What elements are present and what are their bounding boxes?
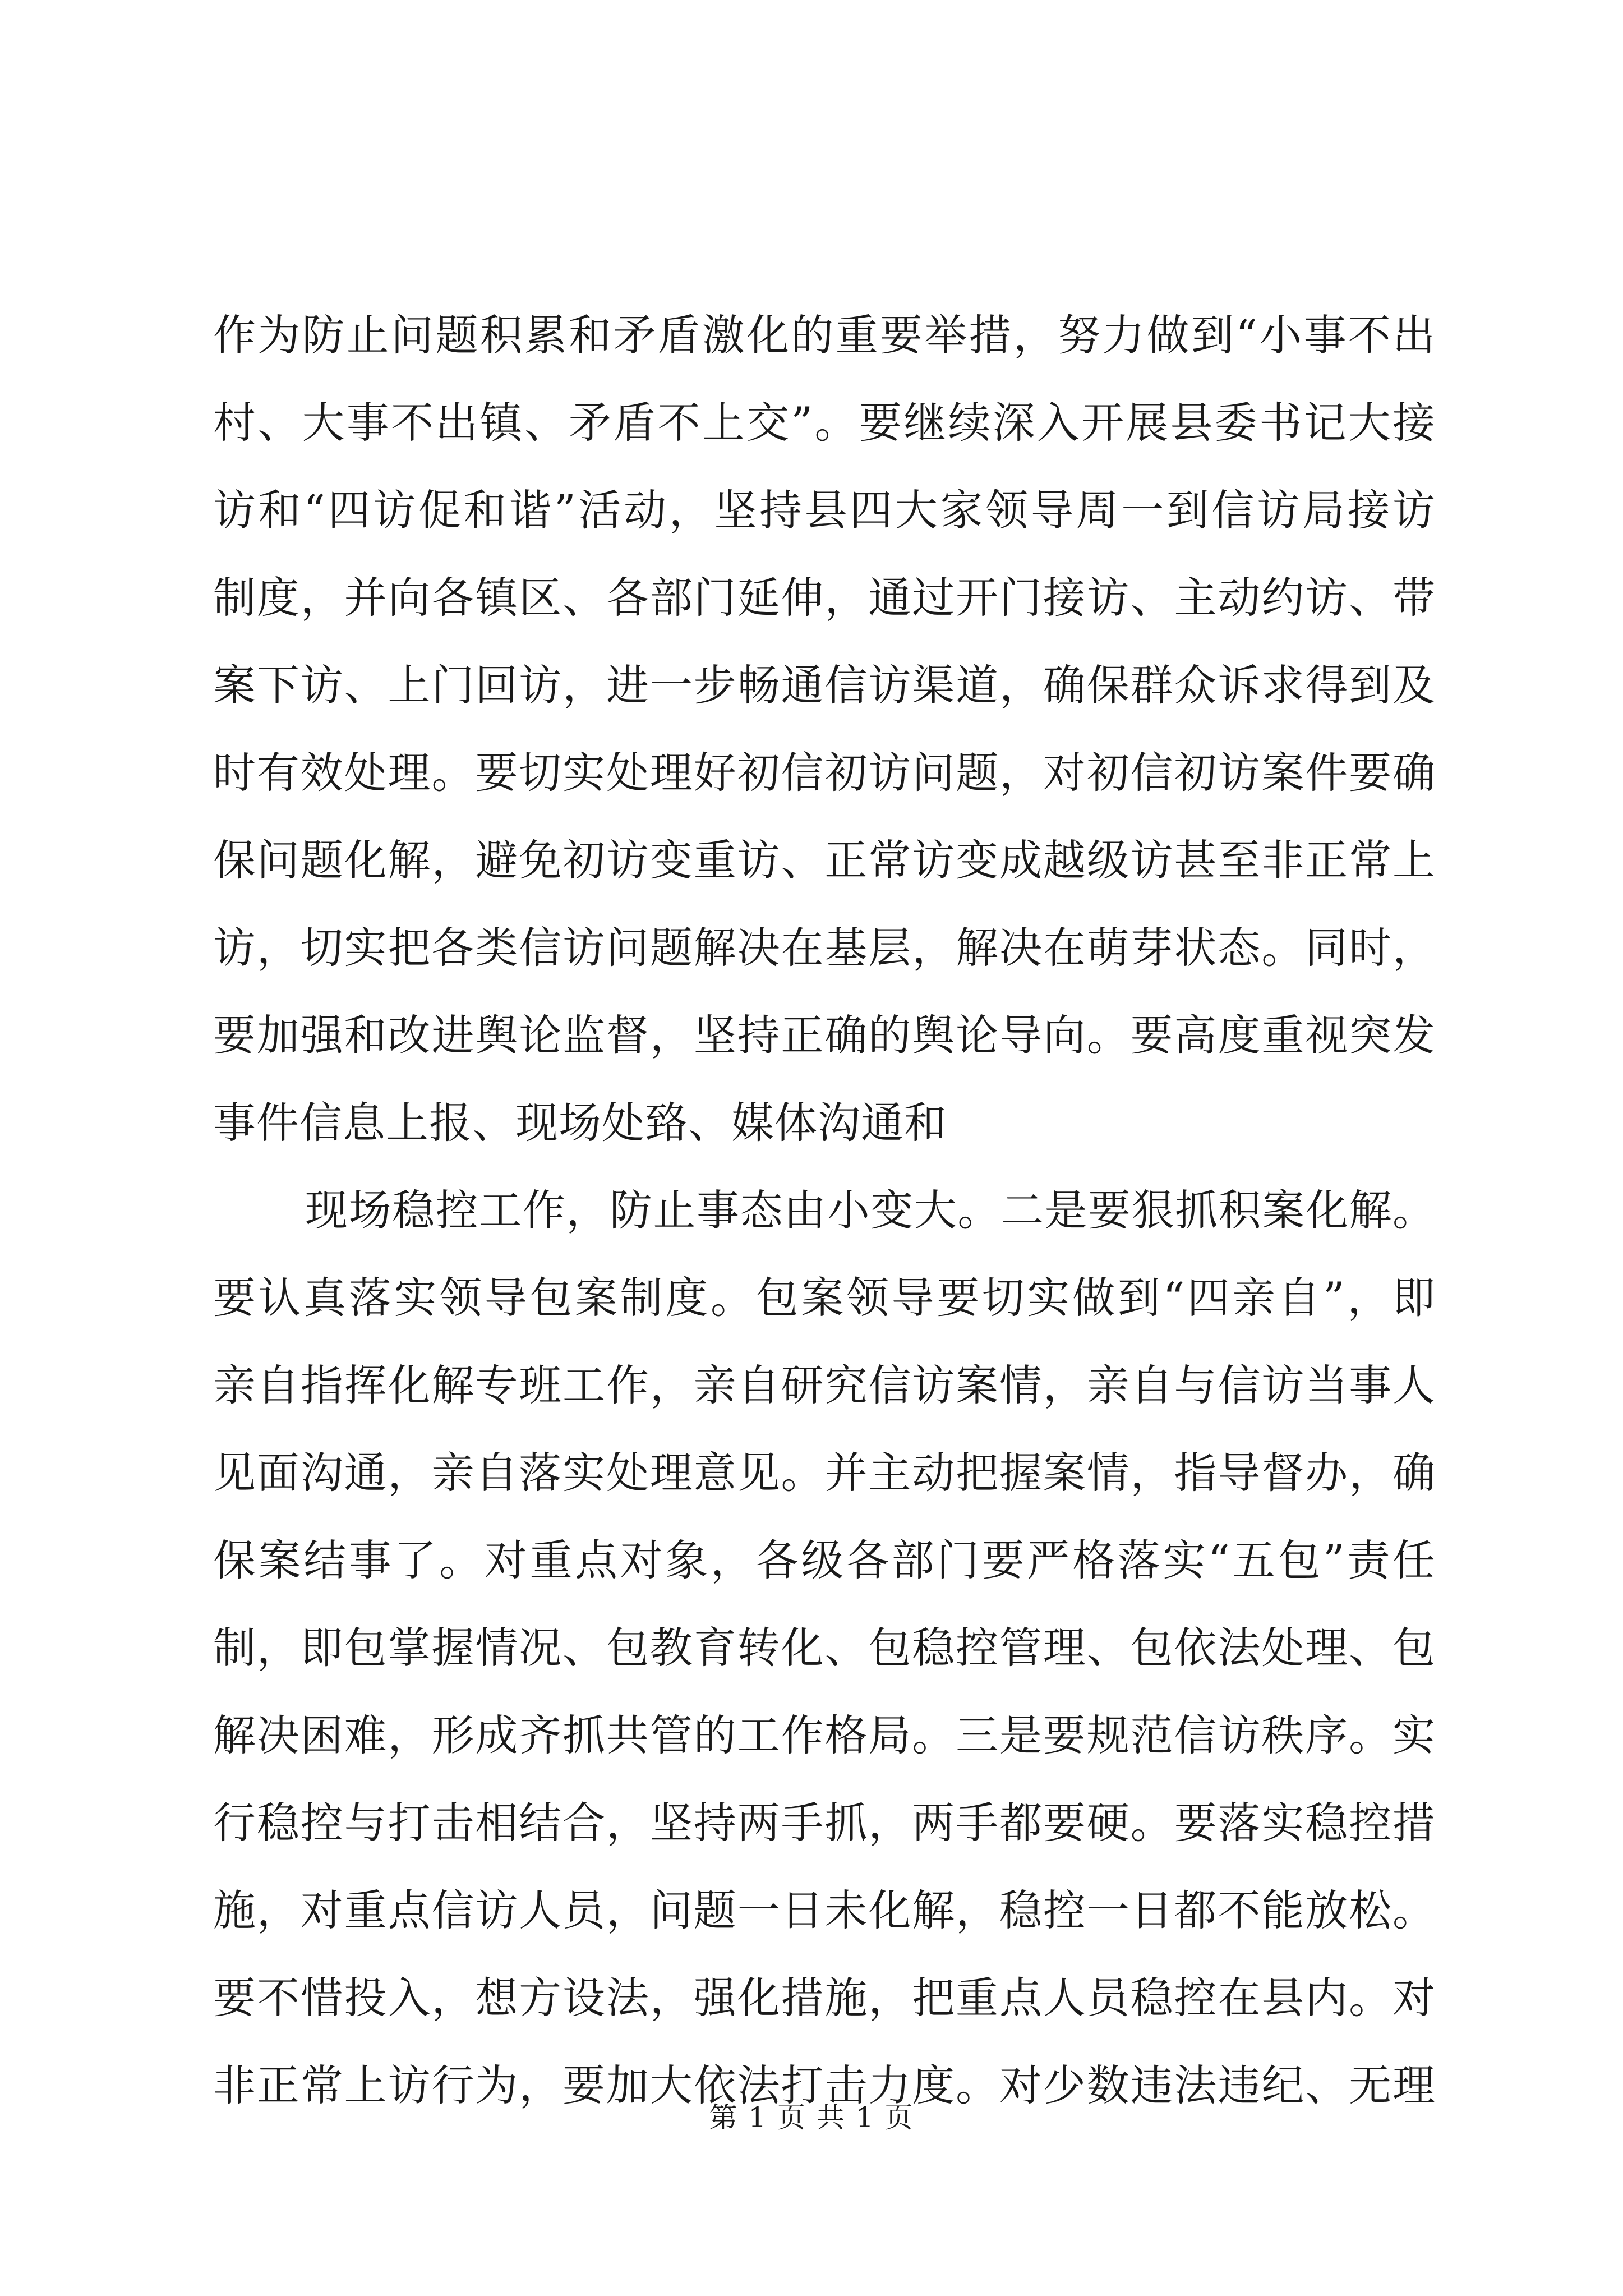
text-line: 作为防止问题积累和矛盾激化的重要举措，努力做到“小事不出 bbox=[213, 310, 1436, 360]
text-line: 解决困难，形成齐抓共管的工作格局。三是要规范信访秩序。实 bbox=[213, 1710, 1436, 1760]
text-line: 制，即包掌握情况、包教育转化、包稳控管理、包依法处理、包 bbox=[213, 1623, 1436, 1673]
text-line: 要认真落实领导包案制度。包案领导要切实做到“四亲自”，即 bbox=[213, 1273, 1436, 1323]
text-line: 行稳控与打击相结合，坚持两手抓，两手都要硬。要落实稳控措 bbox=[213, 1798, 1436, 1848]
paragraph-start-line: 现场稳控工作，防止事态由小变大。二是要狠抓积案化解。 bbox=[305, 1185, 1436, 1235]
text-line: 见面沟通，亲自落实处理意见。并主动把握案情，指导督办，确 bbox=[213, 1448, 1436, 1498]
text-line: 保问题化解，避免初访变重访、正常访变成越级访甚至非正常上 bbox=[213, 835, 1436, 885]
text-line: 施，对重点信访人员，问题一日未化解，稳控一日都不能放松。 bbox=[213, 1885, 1436, 1935]
page-footer bbox=[0, 2098, 1623, 2137]
text-line: 非正常上访行为，要加大依法打击力度。对少数违法违纪、无理 bbox=[213, 2060, 1436, 2110]
text-line: 访，切实把各类信访问题解决在基层，解决在萌芽状态。同时， bbox=[213, 923, 1436, 973]
page-number-label: 第 1 页 共 1 页 bbox=[709, 2101, 914, 2134]
text-line: 时有效处理。要切实处理好初信初访问题，对初信初访案件要确 bbox=[213, 748, 1436, 798]
text-line: 村、大事不出镇、矛盾不上交”。要继续深入开展县委书记大接 bbox=[213, 398, 1436, 448]
text-line: 要不惜投入，想方设法，强化措施，把重点人员稳控在县内。对 bbox=[213, 1973, 1436, 2023]
text-line: 保案结事了。对重点对象，各级各部门要严格落实“五包”责任 bbox=[213, 1535, 1436, 1585]
text-line: 访和“四访促和谐”活动，坚持县四大家领导周一到信访局接访 bbox=[213, 485, 1436, 535]
text-line: 制度，并向各镇区、各部门延伸，通过开门接访、主动约访、带 bbox=[213, 573, 1436, 623]
text-line: 案下访、上门回访，进一步畅通信访渠道，确保群众诉求得到及 bbox=[213, 660, 1436, 710]
text-line: 要加强和改进舆论监督，坚持正确的舆论导向。要高度重视突发 bbox=[213, 1010, 1436, 1060]
text-line: 事件信息上报、现场处臵、媒体沟通和 bbox=[213, 1098, 947, 1148]
body-text bbox=[213, 292, 1436, 2129]
text-line: 亲自指挥化解专班工作，亲自研究信访案情，亲自与信访当事人 bbox=[213, 1360, 1436, 1410]
